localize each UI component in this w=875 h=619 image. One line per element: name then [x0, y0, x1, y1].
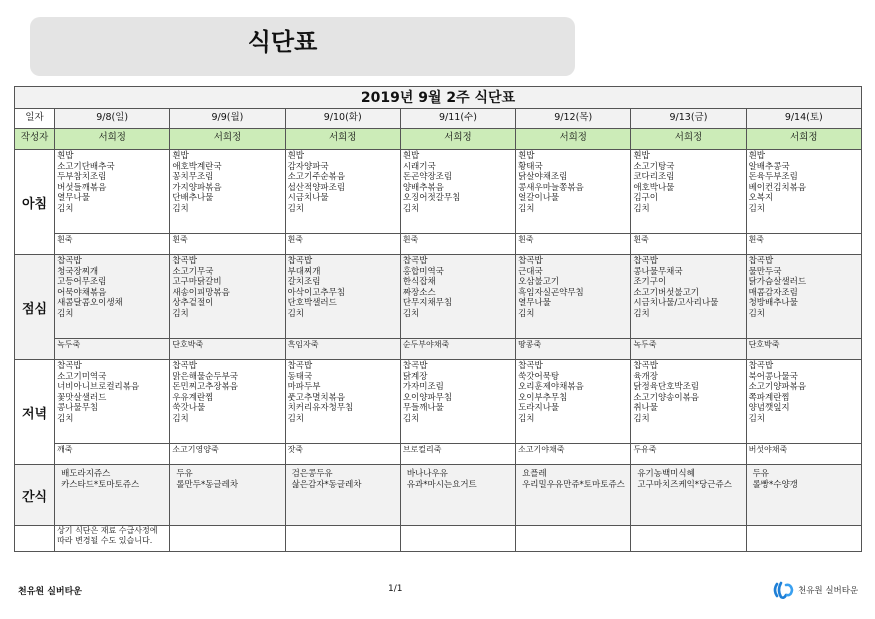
- meal-label: 아침: [15, 150, 55, 255]
- menu-item: 소고기미역국: [57, 371, 107, 382]
- menu-item: 홍합미역국: [402, 266, 444, 277]
- menu-item: 김치: [287, 413, 305, 424]
- menu-item: 김치: [748, 413, 766, 424]
- footer-org: 천유원 실버타운: [18, 587, 82, 597]
- title-banner: [30, 17, 575, 76]
- menu-item: 너비아니브로컬리볶음: [57, 382, 140, 393]
- menu-item: 김치: [402, 413, 420, 424]
- menu-item: 단배추나물: [172, 193, 214, 204]
- menu-item: 새송이피망볶음: [172, 287, 230, 298]
- notice-spacer: [400, 526, 515, 552]
- date-cell: 9/9(월): [170, 109, 285, 129]
- porridge-cell: 깨죽: [55, 444, 170, 465]
- notice-spacer: [516, 526, 631, 552]
- menu-item: 열무나물: [518, 298, 551, 309]
- menu-cell: [516, 360, 631, 444]
- menu-cell: [170, 255, 285, 339]
- menu-item: 얼갈이나물: [518, 193, 560, 204]
- menu-item: 감자양파국: [287, 161, 329, 172]
- porridge-cell: 녹두죽: [55, 339, 170, 360]
- menu-item: 가자미조림: [402, 382, 444, 393]
- menu-item: 두유: [752, 469, 770, 479]
- menu-item: 찹곡밥: [172, 256, 197, 266]
- menu-item: 꽃맛살샐러드: [57, 392, 107, 403]
- menu-item: 콩나물무채국: [633, 266, 683, 277]
- menu-item: 흰밥: [57, 151, 74, 161]
- porridge-cell: 단호박죽: [170, 339, 285, 360]
- menu-item: 오삼불고기: [518, 277, 560, 288]
- menu-item: 가지양파볶음: [172, 182, 222, 193]
- porridge-cell: 흰죽: [631, 234, 746, 255]
- menu-cell: [631, 150, 746, 234]
- author-cell: 서희정: [516, 129, 631, 150]
- menu-item: 애호박나물: [633, 182, 675, 193]
- menu-cell: [55, 360, 170, 444]
- menu-item: 콩새우마늘쫑볶음: [518, 182, 584, 193]
- notice-row: [15, 526, 862, 552]
- date-cell: 9/11(수): [400, 109, 515, 129]
- menu-item: 찹곡밥: [633, 361, 658, 371]
- menu-item: 동태국: [287, 371, 313, 382]
- menu-item: 김치: [633, 203, 650, 214]
- meal-label: 점심: [15, 255, 55, 360]
- notice-spacer: [170, 526, 285, 552]
- menu-item: 맑은해물순두부국: [172, 371, 239, 382]
- meal-row: [15, 465, 862, 526]
- menu-item: 매콤감자조림: [748, 287, 798, 298]
- menu-item: 김치: [633, 413, 650, 424]
- menu-item: 도라지나물: [518, 403, 560, 414]
- menu-cell: [746, 150, 861, 234]
- menu-item: 흰밥: [402, 151, 420, 161]
- date-cell: 9/8(일): [55, 109, 170, 129]
- menu-cell: [631, 360, 746, 444]
- porridge-cell: 흰죽: [285, 234, 400, 255]
- meal-row: [15, 360, 862, 444]
- menu-item: 김치: [57, 413, 74, 424]
- menu-item: 꽁치무조림: [172, 172, 214, 183]
- menu-cell: [55, 150, 170, 234]
- menu-item: 양배추볶음: [402, 182, 444, 193]
- porridge-cell: 흑임자죽: [285, 339, 400, 360]
- author-row: [15, 129, 862, 150]
- menu-item: 찹곡밥: [172, 361, 197, 371]
- porridge-cell: 땅콩죽: [516, 339, 631, 360]
- menu-item: 닭정육단호박조림: [633, 382, 700, 393]
- menu-cell: [285, 360, 400, 444]
- porridge-cell: 소고기영양죽: [170, 444, 285, 465]
- author-cell: 서희정: [400, 129, 515, 150]
- menu-item: 찹곡밥: [518, 361, 543, 371]
- menu-cell: [516, 255, 631, 339]
- menu-item: 두유: [176, 469, 193, 479]
- menu-item: 오복지: [748, 193, 774, 204]
- menu-table: [14, 86, 862, 552]
- menu-item: 소고기주순볶음: [287, 172, 346, 183]
- porridge-cell: 버섯야채죽: [746, 444, 861, 465]
- menu-cell: [170, 465, 285, 526]
- author-cell: 서희정: [55, 129, 170, 150]
- menu-item: 취나물: [633, 403, 658, 414]
- date-cell: 9/13(금): [631, 109, 746, 129]
- menu-item: 흰밥: [518, 151, 535, 161]
- menu-item: 시래기국: [402, 161, 436, 172]
- menu-item: 김치: [57, 203, 74, 214]
- menu-item: 찹곡밥: [57, 256, 82, 266]
- author-label: 작성자: [15, 129, 55, 150]
- author-cell: 서희정: [746, 129, 861, 150]
- menu-item: 고구마치즈케익*당근쥬스: [637, 480, 732, 490]
- menu-item: 무들깨나물: [402, 403, 444, 414]
- notice-spacer: [285, 526, 400, 552]
- menu-item: 흑임자실곤약무침: [518, 287, 584, 298]
- menu-item: 김치: [402, 308, 420, 319]
- menu-item: 버섯들깨볶음: [57, 182, 107, 193]
- menu-item: 김치: [287, 203, 305, 214]
- menu-item: 부대찌개: [287, 266, 321, 277]
- date-label: 일자: [15, 109, 55, 129]
- page-title: 식단표: [247, 28, 318, 56]
- porridge-cell: 흰죽: [55, 234, 170, 255]
- menu-item: 닭계장: [402, 371, 428, 382]
- meal-row: [15, 255, 862, 339]
- menu-item: 찹곡밥: [748, 256, 774, 266]
- author-cell: 서희정: [285, 129, 400, 150]
- menu-item: 새콤달콤오이생채: [57, 298, 123, 309]
- menu-item: 물만두국: [748, 266, 782, 277]
- menu-item: 찹곡밥: [287, 256, 313, 266]
- menu-item: 열무나물: [57, 193, 90, 204]
- menu-item: 흰밥: [633, 151, 650, 161]
- menu-cell: [400, 465, 515, 526]
- porridge-row: [15, 339, 862, 360]
- menu-item: 갈치조림: [287, 277, 321, 288]
- menu-item: 찹곡밥: [518, 256, 543, 266]
- menu-item: 시금치나물/고사리나물: [633, 298, 719, 309]
- menu-cell: [285, 255, 400, 339]
- menu-item: 고구마닭갈비: [172, 277, 222, 288]
- meal-row: [15, 150, 862, 234]
- menu-item: 바나나우유: [406, 469, 448, 479]
- menu-item: 두부참치조림: [57, 172, 107, 183]
- menu-item: 김치: [518, 203, 535, 214]
- menu-item: 김치: [518, 308, 535, 319]
- menu-item: 돈육두부조림: [748, 172, 798, 183]
- menu-item: 청국장찌개: [57, 266, 99, 277]
- menu-item: 찹곡밥: [402, 256, 428, 266]
- author-cell: 서희정: [631, 129, 746, 150]
- menu-item: 오징어젓갈무침: [402, 193, 461, 204]
- menu-cell: [400, 255, 515, 339]
- menu-item: 단무지채무침: [402, 298, 453, 309]
- menu-item: 찹곡밥: [748, 361, 774, 371]
- notice-spacer: [15, 526, 55, 552]
- menu-item: 카스타드*토마토쥬스: [61, 480, 140, 490]
- menu-item: 상추겉절이: [172, 298, 214, 309]
- menu-cell: [746, 465, 861, 526]
- menu-cell: [400, 360, 515, 444]
- porridge-cell: 흰죽: [516, 234, 631, 255]
- menu-item: 소고기양파볶음: [748, 382, 807, 393]
- menu-item: 김치: [172, 203, 189, 214]
- menu-cell: [170, 150, 285, 234]
- menu-cell: [746, 255, 861, 339]
- menu-item: 소고기버섯불고기: [633, 287, 700, 298]
- menu-item: 김치: [57, 308, 74, 319]
- menu-item: 유과*마시는요거트: [406, 480, 477, 490]
- notice-spacer: [746, 526, 861, 552]
- footer-logo: [773, 579, 865, 601]
- menu-item: 고등어무조림: [57, 277, 107, 288]
- notice-spacer: [631, 526, 746, 552]
- menu-item: 닭살야채조림: [518, 172, 568, 183]
- porridge-row: [15, 444, 862, 465]
- menu-item: 풋고추멸치볶음: [287, 392, 346, 403]
- porridge-cell: 순두부야채죽: [400, 339, 515, 360]
- menu-item: 요플레: [522, 469, 547, 479]
- notice-text: 상기 식단은 재료 수급사정에 따라 변경될 수도 있습니다.: [55, 526, 170, 552]
- page-number: 1/1: [388, 584, 403, 594]
- menu-item: 유기농백미식혜: [637, 469, 695, 479]
- menu-item: 황태국: [518, 161, 543, 172]
- author-cell: 서희정: [170, 129, 285, 150]
- table-title: 2019년 9월 2주 식단표: [15, 87, 862, 109]
- logo-icon: [773, 580, 795, 600]
- menu-item: 우리밀우유만쥬*토마토쥬스: [522, 480, 625, 490]
- menu-item: 찹곡밥: [633, 256, 658, 266]
- porridge-cell: 흰죽: [170, 234, 285, 255]
- menu-cell: [285, 465, 400, 526]
- menu-item: 오이부추무침: [518, 392, 568, 403]
- menu-item: 찹곡밥: [402, 361, 428, 371]
- porridge-cell: 소고기야채죽: [516, 444, 631, 465]
- menu-item: 짜장소스: [402, 287, 436, 298]
- menu-item: 쑥갓나물: [172, 403, 206, 414]
- menu-item: 육개장: [633, 371, 658, 382]
- menu-item: 코다리조림: [633, 172, 675, 183]
- date-cell: 9/14(토): [746, 109, 861, 129]
- menu-item: 청방배추나물: [748, 298, 798, 309]
- table-title-row: [15, 87, 862, 109]
- porridge-cell: 흰죽: [400, 234, 515, 255]
- porridge-cell: 단호박죽: [746, 339, 861, 360]
- menu-item: 흰밥: [287, 151, 305, 161]
- date-cell: 9/10(화): [285, 109, 400, 129]
- menu-item: 김치: [172, 308, 189, 319]
- menu-item: 흰밥: [172, 151, 189, 161]
- menu-item: 소고기양송이볶음: [633, 392, 700, 403]
- menu-item: 닭가슴살샐러드: [748, 277, 807, 288]
- menu-item: 소고기무국: [172, 266, 214, 277]
- menu-cell: [400, 150, 515, 234]
- menu-item: 소고기단배추국: [57, 161, 115, 172]
- menu-item: 알배추콩국: [748, 161, 790, 172]
- porridge-row: [15, 234, 862, 255]
- porridge-cell: 흰죽: [746, 234, 861, 255]
- menu-cell: [285, 150, 400, 234]
- menu-item: 김치: [402, 203, 420, 214]
- menu-item: 흰밥: [748, 151, 766, 161]
- menu-item: 배도라지쥬스: [61, 469, 111, 479]
- menu-cell: [631, 255, 746, 339]
- menu-item: 단호박샐러드: [287, 298, 337, 309]
- menu-item: 쪽파계란찜: [748, 392, 790, 403]
- menu-cell: [55, 255, 170, 339]
- menu-item: 오이양파무침: [402, 392, 453, 403]
- menu-item: 찹곡밥: [287, 361, 313, 371]
- menu-item: 롤만두*동글레차: [176, 480, 239, 490]
- menu-cell: [170, 360, 285, 444]
- menu-item: 우유계란찜: [172, 392, 214, 403]
- meal-label: 간식: [15, 465, 55, 526]
- menu-item: 근대국: [518, 266, 543, 277]
- date-row: [15, 109, 862, 129]
- menu-item: 북어콩나물국: [748, 371, 798, 382]
- menu-item: 김치: [518, 413, 535, 424]
- menu-cell: [516, 465, 631, 526]
- menu-item: 김치: [172, 413, 189, 424]
- menu-item: 한식잡채: [402, 277, 436, 288]
- menu-cell: [746, 360, 861, 444]
- menu-item: 김치: [748, 308, 766, 319]
- menu-cell: [631, 465, 746, 526]
- menu-item: 삶은감자*동글레차: [291, 480, 362, 490]
- meal-label: 저녁: [15, 360, 55, 465]
- menu-item: 쑥갓어묵탕: [518, 371, 560, 382]
- menu-item: 돈곤약장조림: [402, 172, 453, 183]
- menu-item: 어묵야채볶음: [57, 287, 107, 298]
- menu-item: 양념깻잎지: [748, 403, 790, 414]
- logo-text: 천유원 실버타운: [798, 586, 859, 596]
- menu-item: 조기구이: [633, 277, 667, 288]
- menu-cell: [55, 465, 170, 526]
- menu-item: 김치: [748, 203, 766, 214]
- menu-item: 찹곡밥: [57, 361, 82, 371]
- menu-item: 섭산적양파조림: [287, 182, 346, 193]
- menu-item: 아삭이고추무침: [287, 287, 346, 298]
- menu-item: 애호박계란국: [172, 161, 222, 172]
- menu-item: 김치: [287, 308, 305, 319]
- porridge-cell: 두유죽: [631, 444, 746, 465]
- menu-item: 소고기탕국: [633, 161, 675, 172]
- menu-item: 오리훈제야채볶음: [518, 382, 584, 393]
- date-cell: 9/12(목): [516, 109, 631, 129]
- menu-item: 검은콩두유: [291, 469, 333, 479]
- menu-item: 치커리유자청무침: [287, 403, 354, 414]
- menu-item: 돈민찌고추장볶음: [172, 382, 239, 393]
- porridge-cell: 잣죽: [285, 444, 400, 465]
- menu-item: 베이컨김치볶음: [748, 182, 807, 193]
- porridge-cell: 녹두죽: [631, 339, 746, 360]
- menu-item: 콩나물무침: [57, 403, 99, 414]
- menu-item: 시금치나물: [287, 193, 329, 204]
- menu-item: 김구이: [633, 193, 658, 204]
- menu-item: 마파두부: [287, 382, 321, 393]
- porridge-cell: 브로컬리죽: [400, 444, 515, 465]
- menu-item: 롤빵*수양갱: [752, 480, 798, 490]
- menu-cell: [516, 150, 631, 234]
- menu-item: 김치: [633, 308, 650, 319]
